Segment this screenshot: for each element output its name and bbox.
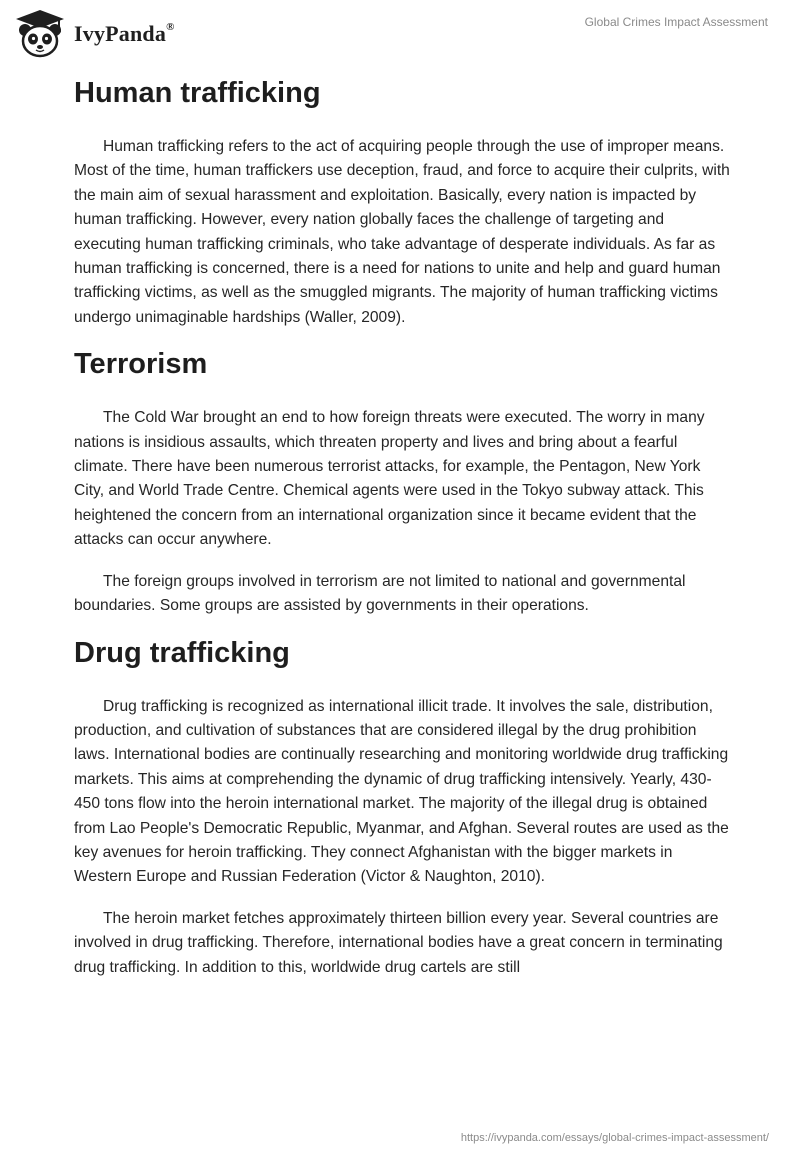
essay-body [74,70,734,980]
document-title: Global Crimes Impact Assessment [584,15,768,29]
registered-mark: ® [166,20,175,33]
logo-text: IvyPanda® [74,20,175,46]
paragraph: Drug trafficking is recognized as international illicit trade. It involves the sale, distribution, production, and cultivation of substances that are considered illegal by the drug prohibition laws. International bodies are continually researching and monitoring worldwide drug trafficking markets. This aims at comprehending the dynamic of drug trafficking intensively. Yearly, 430- 450 tons flow into the heroin international market. The majority of the illegal drug is obtained from Lao People's Democratic Republic, Myanmar, and Afghan. Several routes are used as the key avenues for heroin trafficking. They connect Afghanistan with the bigger markets in Western Europe and Russian Federation (Victor & Naughton, 2010). [74,697,729,886]
ivypanda-logo[interactable] [14,8,175,58]
paragraph: The heroin market fetches approximately thirteen billion every year. Several countries are involved in drug trafficking. Therefore, international bodies have a great concern in terminating drug trafficking. In addition to this, worldwide drug cartels are still [74,909,723,976]
paragraph: Human trafficking refers to the act of acquiring people through the use of improper means. Most of the time, human traffickers use deception, fraud, and force to acquire their culprits, with the main aim of sexual harassment and exploitation. Basically, every nation is impacted by human trafficking. However, every nation globally faces the challenge of targeting and executing human trafficking criminals, who take advantage of desperate individuals. As far as human trafficking is concerned, there is a need for nations to unite and help and guard human trafficking victims, as well as the smuggled migrants. The majority of human trafficking victims undergo unimaginable hardships (Waller, 2009). [74,138,730,326]
source-url-link[interactable]: https://ivypanda.com/essays/global-crimes-impact-assessment/ [460,1132,769,1144]
section-heading-terrorism: Terrorism [74,348,208,381]
section-heading-human-trafficking: Human trafficking [74,77,321,109]
page-header [0,0,800,70]
section-heading-drug-trafficking: Drug trafficking [74,636,290,669]
panda-graduate-icon [14,8,66,58]
paragraph: The foreign groups involved in terrorism are not limited to national and governmental boundaries. Some groups are assisted by governments in their operations. [74,572,686,615]
paragraph: The Cold War brought an end to how foreign threats were executed. The worry in many nations is insidious assaults, which threaten property and lives and bring about a fearful climate. There have been numerous terrorist attacks, for example, the Pentagon, New York City, and World Trade Centre. Chemical agents were used in the Tokyo subway attack. This heightened the concern from an international organization since it became evident that the attacks can occur anywhere. [74,409,705,549]
